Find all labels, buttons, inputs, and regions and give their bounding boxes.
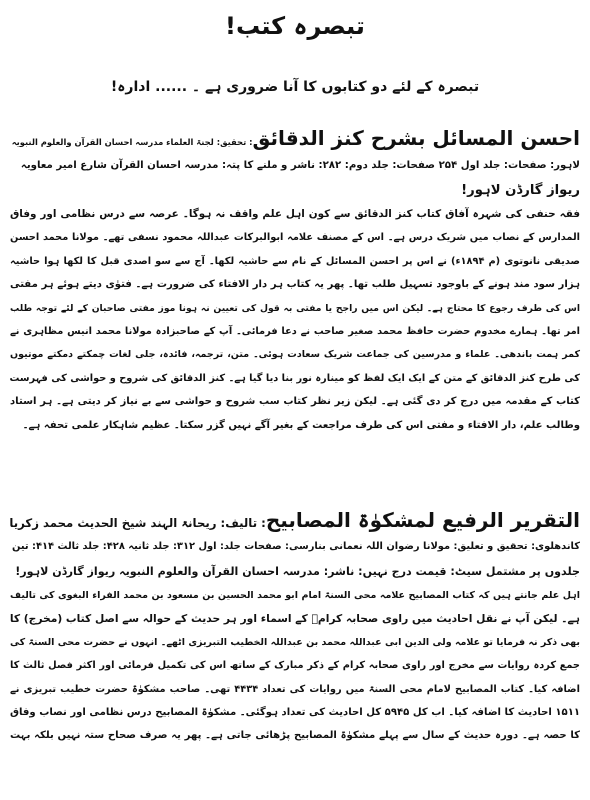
- book-title: احسن المسائل بشرح کنز الدقائق: [252, 126, 580, 150]
- text-line: صدیقی نانوتوی (م ۱۸۹۴ء) نے اس پر احسن المسائل کے نام سے حاشیہ لکھا۔ آج سے سو اصدی قبل کا لکھا ہوا حاشیہ: [10, 255, 581, 267]
- text-line: جمع کردہ روایات سے مخرج اور راوی صحابہ کرام کے ذکر مبارک کے ساتھ اس کی تکمیل فرمائی اور اکثر فصل ثالث کا: [10, 660, 580, 672]
- review-text: [10, 584, 580, 748]
- text-line: اہل علم جانتے ہیں کہ کتاب المصابیح علامہ محی السنۃ امام ابو محمد الحسین بن مسعود بن محمد الفراء البغوی کی تالیف: [10, 590, 580, 601]
- review-text: [10, 203, 580, 437]
- text-line: فقہ حنفی کی شہرہ آفاق کتاب کنز الدقائق سے کون اہل علم واقف نہ ہوگا۔ عرصہ سے درس نظامی اور وفاق: [10, 208, 580, 220]
- text-line: کمر ہمت باندھی۔ علماء و مدرسین کی جماعت شریک سعادت ہوئی۔ متن، ترجمہ، فائدہ، جلی لغات چمکتے دمکتے موتیوں: [10, 349, 580, 361]
- text-line: اضافہ کیا۔ کتاب المصابیح لامام محی السنۃ میں روایات کی تعداد ۴۴۳۴ تھی۔ صاحب مشکوٰۃ حضرت خطیب تبریزی نے: [10, 683, 580, 695]
- text-line: ہزار سود مند ہونے کے باوجود تسہیل طلب تھا۔ پھر یہ کتاب ہر دار الافتاء کی ضرورت ہے۔ فتوٰی دیتے ہوئے ہر مفتی: [10, 279, 580, 291]
- text-line: کتاب کے مقدمہ میں درج کر دی گئی ہے۔ لیکن زیر نظر کتاب سب شروح و حواشی سے بے نیاز کر دیتی ہے۔ ہر استاد: [10, 396, 580, 408]
- page-title: تبصرہ کتب!: [225, 12, 365, 40]
- text-line: کا حصہ ہے۔ دورہ حدیث کے سال سے پہلے مشکوٰۃ المصابیح پڑھائی جاتی ہے۔ پھر یہ صرف صحاح ستہ نہیں بلکہ بہت: [10, 730, 580, 742]
- text-line: ہے۔ لیکن آپ نے نقل احادیث میں راوی صحابہ کرامؓ کے اسماء اور ہر حدیث کے حوالہ سے اصل کتاب (مخرج) کا: [9, 612, 580, 626]
- text-line: المدارس کے نصاب میں شریک درس ہے۔ اس کے مصنف علامہ ابوالبرکات عبداللہ محمود نسفی تھے۔ مولانا محمد احسن: [10, 232, 580, 244]
- text-line: امر تھا۔ ہمارے مخدوم حضرت حافظ محمد صغیر صاحب نے دعا فرمائی۔ آپ کے صاحبزادہ مولانا محمد انیس مظاہری نے: [10, 326, 580, 338]
- book-review-2: [10, 508, 580, 748]
- text-line: وطالب علم، دار الافتاء و مفتی اس کی طرف مراجعت کے بغیر آگے نہیں گزر سکتا۔ عظیم شاہکار علمی تحفہ ہے۔: [22, 419, 580, 431]
- text-line: اس کی طرف رجوع کا محتاج ہے۔ لیکن اس میں راجح یا مفتی بہ قول کی تعیین نہ ہونا موز مفتی صاحبان کے لئے توجہ طلب: [10, 302, 580, 314]
- text-line: کی طرح کنز الدقائق کے متن کے ایک ایک لفظ کو مینارہ نور بنا دیا گیا ہے۔ کنز الدقائق کی شروح و حواشی کی فہرست: [9, 372, 580, 384]
- meta-line: لاہور: صفحات: جلد اول ۲۵۴ صفحات: جلد دوم: ۲۸۲: ناشر و ملنے کا پتہ: مدرسہ احسان القرآن شارع امیر معاویہ: [20, 160, 580, 171]
- book-heading-details: : تحقیق: لجنۃ العلماء مدرسہ احسان القرآن والعلوم النبویہ: [11, 137, 253, 147]
- book-title: التقریر الرفیع لمشکوٰۃ المصابیح: [265, 508, 580, 532]
- meta-line: کاندھلوی: تحقیق و تعلیق: مولانا رضوان اللہ نعمانی بنارسی: صفحات جلد: اول ۳۱۲: جلد ثانیہ ۴۲۸: جلد ثالث ۴۱۴: تین: [11, 541, 580, 552]
- book-heading: [10, 126, 580, 154]
- book-heading-details: : تالیف: ریحانۃ الہند شیخ الحدیث محمد زکریا: [9, 516, 266, 530]
- meta-line: ریواز گارڈن لاہور!: [461, 182, 580, 198]
- book-review-1: [10, 126, 580, 437]
- text-line: ۱۵۱۱ احادیث کا اضافہ کیا۔ اب کل ۵۹۴۵ کل احادیث کی تعداد ہوگئی۔ مشکوٰۃ المصابیح درس نظامی اور نصاب وفاق: [10, 707, 581, 719]
- book-meta: [10, 154, 580, 203]
- page-note: تبصرہ کے لئے دو کتابوں کا آنا ضروری ہے ۔ ...... ادارہ!: [110, 79, 480, 95]
- text-line: بھی ذکر نہ فرمایا تو علامہ ولی الدین ابی عبداللہ محمد بن عبداللہ الخطیب التبریزی اٹھے۔ انہوں نے حضرت محی السنۃ کی: [10, 636, 580, 648]
- book-meta: [10, 535, 580, 584]
- book-heading: [10, 508, 580, 535]
- meta-line: جلدوں پر مشتمل سیٹ: قیمت درج نہیں: ناشر: مدرسہ احسان القرآن والعلوم النبویہ ریواز گارڈن لاہور!: [15, 564, 580, 578]
